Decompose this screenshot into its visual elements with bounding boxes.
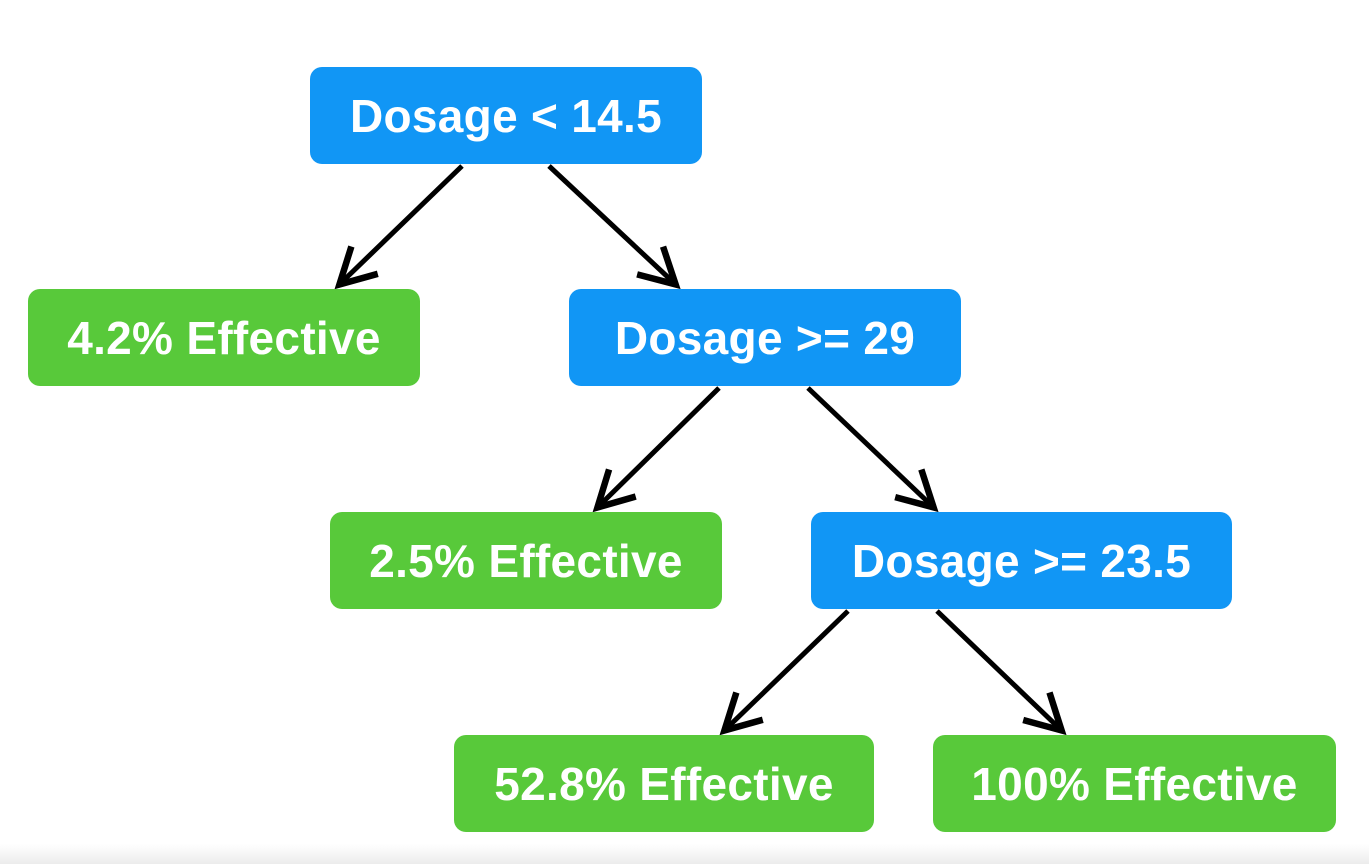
decision-node-root	[310, 67, 702, 164]
bottom-shadow-band	[0, 844, 1369, 864]
node-label: 4.2% Effective	[67, 311, 381, 364]
decision-node-dosage-29	[569, 289, 961, 386]
leaf-node-52-8-effective	[454, 735, 874, 832]
node-label: Dosage >= 29	[614, 311, 916, 364]
edge-r1-left	[601, 388, 719, 504]
edge-root-left	[343, 166, 462, 281]
node-label: 52.8% Effective	[494, 757, 834, 810]
node-label: 100% Effective	[971, 757, 1298, 810]
edge-r2-right	[937, 611, 1058, 727]
node-label: 2.5% Effective	[369, 534, 683, 587]
leaf-node-2-5-effective	[330, 512, 722, 609]
node-label: Dosage < 14.5	[349, 89, 663, 142]
edge-r1-right	[808, 388, 930, 504]
edge-root-right	[549, 166, 672, 281]
node-label: Dosage >= 23.5	[851, 534, 1192, 587]
edge-r2-left	[728, 611, 848, 727]
leaf-node-4-2-effective	[28, 289, 420, 386]
leaf-node-100-effective	[933, 735, 1336, 832]
decision-node-dosage-23-5	[811, 512, 1232, 609]
